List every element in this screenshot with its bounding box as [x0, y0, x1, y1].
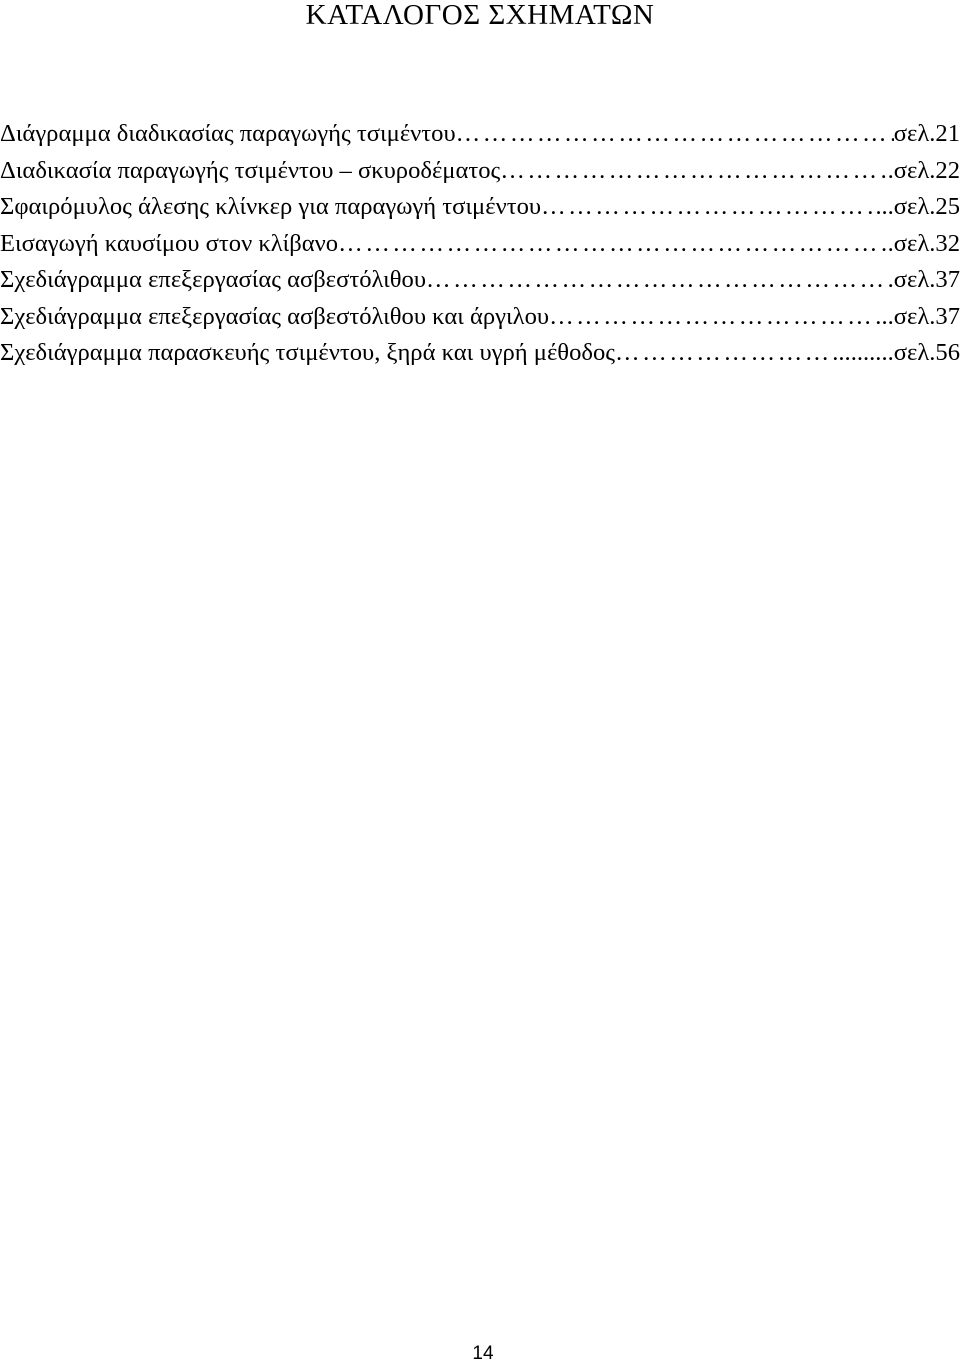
figure-entry-3: [0, 189, 960, 226]
figure-title: Εισαγωγή καυσίμου στον κλίβανο: [0, 229, 339, 257]
figure-page-ref: ..σελ.25: [881, 193, 960, 220]
figure-page-ref: .σελ.22: [887, 156, 960, 184]
dot-leader: [426, 262, 894, 298]
figure-title: Διαδικασία παραγωγής τσιμέντου – σκυροδέματος: [0, 156, 501, 184]
figure-page-ref: σελ.21: [893, 120, 960, 147]
figure-entry-7: [0, 335, 960, 372]
dot-leader: [338, 226, 888, 262]
figure-entry-4: [0, 226, 960, 263]
dot-leader: [615, 335, 832, 371]
figure-page-ref: ..σελ.37: [881, 302, 960, 330]
figure-entry-6: [0, 299, 960, 336]
list-of-figures: [0, 116, 960, 372]
figure-title: Σχεδιάγραμμα επεξεργασίας ασβεστόλιθου: [0, 266, 427, 293]
figure-page-ref: σελ.37: [893, 266, 960, 293]
figure-title: Σχεδιάγραμμα παρασκευής τσιμέντου, ξηρά και υγρή μέθοδος: [0, 339, 615, 366]
dot-leader: [541, 189, 881, 225]
figure-page-ref: .σελ.32: [887, 229, 960, 257]
page-title: ΚΑΤΑΛΟΓΟΣ ΣΧΗΜΑΤΩΝ: [305, 0, 655, 31]
dot-leader: [456, 116, 894, 152]
figure-entry-1: [0, 116, 960, 153]
dot-leader: [500, 153, 887, 189]
figure-title: Σχεδιάγραμμα επεξεργασίας ασβεστόλιθου και άργιλου: [0, 302, 550, 330]
figure-title: Σφαιρόμυλος άλεσης κλίνκερ για παραγωγή τσιμέντου: [0, 193, 542, 220]
dot-leader: [549, 299, 881, 335]
figure-page-ref: ..........σελ.56: [832, 339, 960, 366]
figure-entry-2: [0, 153, 960, 190]
figure-title: Διάγραμμα διαδικασίας παραγωγής τσιμέντου: [0, 120, 456, 147]
figure-entry-5: [0, 262, 960, 299]
page-number: 14: [472, 1343, 494, 1364]
